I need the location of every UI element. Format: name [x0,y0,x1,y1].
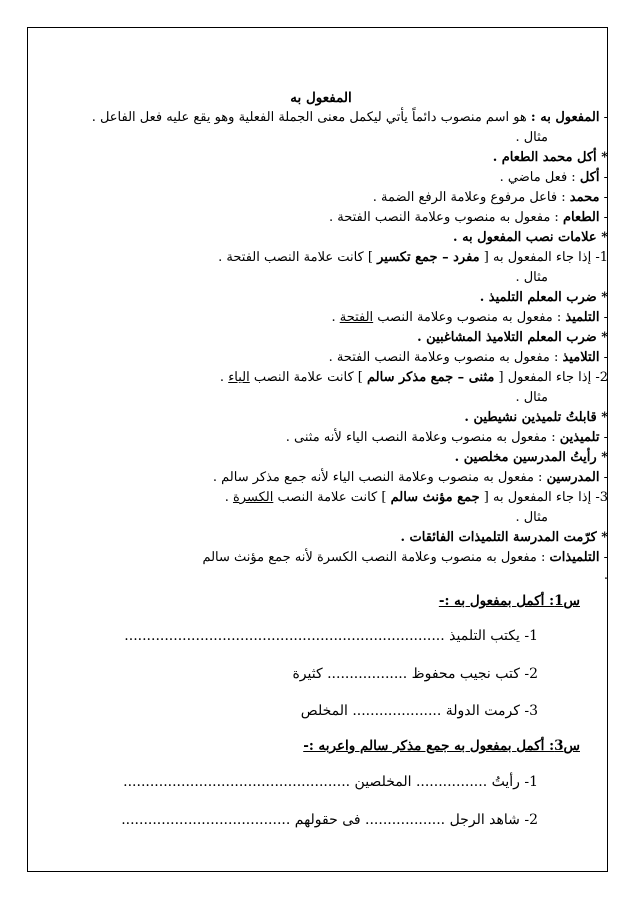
example-label: مثال . [515,130,548,145]
example-sentence: * ضرب المعلم التلميذ . [479,290,608,305]
example-sentence: * رأيتُ المدرسين مخلصين . [454,450,608,465]
example-sentence: * قابلتُ تلميذين نشيطين . [464,410,608,425]
page-border [27,27,608,872]
question-1-item[interactable]: 3- كرمت الدولة .................... المخلص [300,703,538,719]
example-label: مثال . [515,510,548,525]
parse-line: - التلميذ : مفعول به منصوب وعلامة النصب الفتحة . [331,310,608,325]
parse-line: - المدرسين : مفعول به منصوب وعلامة النصب الياء لأنه جمع مذكر سالم . [212,470,608,485]
parse-line: - التلاميذ : مفعول به منصوب وعلامة النصب الفتحة . [328,350,608,365]
parse-line: - الطعام : مفعول به منصوب وعلامة النصب الفتحة . [329,210,608,225]
example-sentence: * كرّمت المدرسة التلميذات الفائقات . [400,530,608,545]
parse-line: - تلميذين : مفعول به منصوب وعلامة النصب الياء لأنه مثنى . [285,430,608,445]
section-heading: * علامات نصب المفعول به . [453,230,608,245]
parse-line: - أكل : فعل ماضي . [499,170,608,185]
definition: - المفعول به : هو اسم منصوب دائماً يأتي ليكمل معنى الجملة الفعلية وهو يقع عليه فعل الفاعل . [91,110,608,125]
question-3-item[interactable]: 2- شاهد الرجل .................. فى حقولهم ...................................... [121,812,538,828]
question-1-item[interactable]: 2- كتب نجيب محفوظ .................. كثيرة [292,666,538,682]
example-sentence: * أكل محمد الطعام . [492,150,608,165]
rule-2: 2- إذا جاء المفعول [ مثنى – جمع مذكر سالم ] كانت علامة النصب الياء . [219,370,608,385]
example-label: مثال . [515,390,548,405]
example-label: مثال . [515,270,548,285]
question-3-item[interactable]: 1- رأيتُ ................ المخلصين ................................................... [123,774,538,790]
parse-line: - محمد : فاعل مرفوع وعلامة الرفع الضمة . [372,190,608,205]
rule-3: 3- إذا جاء المفعول به [ جمع مؤنث سالم ] كانت علامة النصب الكسرة . [224,490,608,505]
example-sentence: * ضرب المعلم التلاميذ المشاغبين . [417,330,608,345]
question-1-item[interactable]: 1- يكتب التلميذ ........................................................................ [124,628,538,644]
stray-dot: . [603,568,608,583]
question-3-title: س3: أكمل بمفعول به جمع مذكر سالم واعربه :- [303,738,580,754]
page-title: المفعول به [290,90,352,106]
rule-1: 1- إذا جاء المفعول به [ مفرد – جمع تكسير ] كانت علامة النصب الفتحة . [218,250,608,265]
question-1-title: س1: أكمل بمفعول به :- [438,593,580,609]
parse-line: - التلميذات : مفعول به منصوب وعلامة النصب الكسرة لأنه جمع مؤنث سالم [202,550,608,565]
